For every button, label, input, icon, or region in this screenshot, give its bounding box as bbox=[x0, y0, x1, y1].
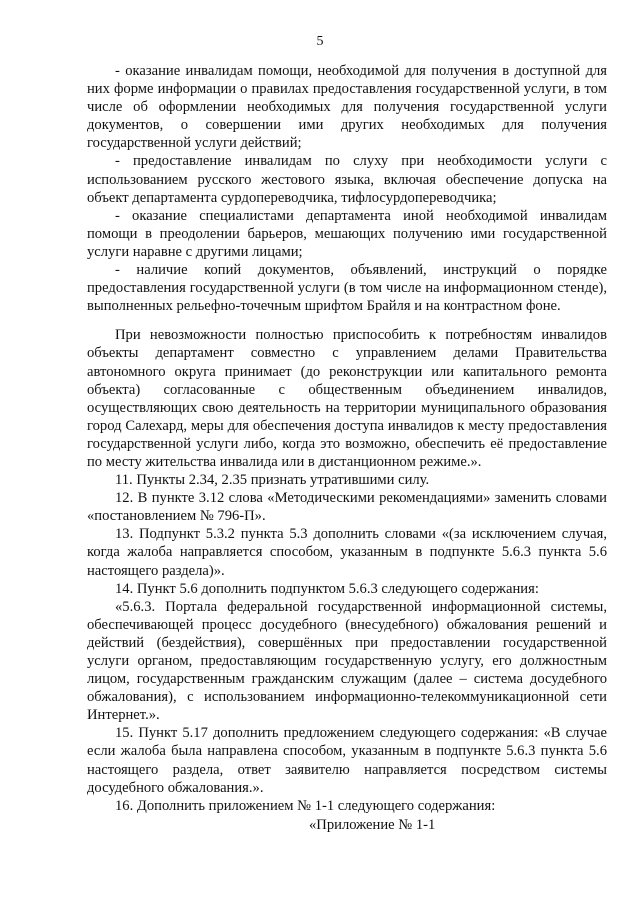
page-number: 5 bbox=[316, 34, 324, 49]
paragraph-item-13: 13. Подпункт 5.3.2 пункта 5.3 дополнить словами «(за исключением случая, когда жалоба направляется способом, указанным в подпункте 5.6.3 пункта 5.6 настоящего раздела)». bbox=[87, 526, 607, 579]
paragraph-accessibility-measures: При невозможности полностью приспособить к потребностям инвалидов объекты департамент совместно с управлением делами Правительства автономного округа принимает (до реконструкции или капитального ремонта объекта) согласованные с общественным объединением инвалидов, осуществляющих свою деятельность на территории муниципального образования город Салехард, меры для обеспечения доступа инвалидов к месту предоставления государственной услуги либо, когда это возможно, обеспечить её предоставление по месту жительства инвалида или в дистанционном режиме.». bbox=[87, 327, 607, 470]
paragraph-item-12: 12. В пункте 3.12 слова «Методическими рекомендациями» заменить словами «постановлением № 796-П». bbox=[87, 490, 607, 525]
paragraph-item-11: 11. Пункты 2.34, 2.35 признать утратившими силу. bbox=[115, 472, 430, 489]
paragraph-item-16: 16. Дополнить приложением № 1-1 следующего содержания: bbox=[115, 797, 496, 814]
paragraph-item-5-6-3: «5.6.3. Портала федеральной государственной информационной системы, обеспечивающей процесс досудебного (внесудебного) обжалования решений и действий (бездействия), совершённых при предоставлении государственной услуги органом, предоставляющим государственную услугу, его должностным лицом, государственным гражданским служащим (далее – система досудебного обжалования), с использованием информационно-телекоммуникационной сети Интернет.». bbox=[87, 598, 607, 724]
paragraph-assistance-info: - оказание инвалидам помощи, необходимой для получения в доступной для них форме информации о правилах предоставления государственной услуги, в том числе об оформлении необходимых для получения государственной услуги документов, о совершении ими других необходимых для получения государственной услуги действий; bbox=[87, 63, 607, 152]
document-body bbox=[87, 62, 607, 815]
paragraph-item-14: 14. Пункт 5.6 дополнить подпунктом 5.6.3 следующего содержания: bbox=[115, 580, 539, 597]
paragraph-sign-language: - предоставление инвалидам по слуху при необходимости услуги с использованием русского жестового языка, включая обеспечение допуска на объект департамента сурдопереводчика, тифлосурдопереводчика; bbox=[87, 153, 607, 206]
appendix-heading: «Приложение № 1-1 bbox=[309, 817, 436, 833]
paragraph-specialist-help: - оказание специалистами департамента иной необходимой инвалидам помощи в преодолении барьеров, мешающих получению ими государственной услуги наравне с другими лицами; bbox=[87, 207, 607, 260]
paragraph-item-15: 15. Пункт 5.17 дополнить предложением следующего содержания: «В случае если жалоба была направлена способом, указанным в подпункте 5.6.3 пункта 5.6 настоящего раздела, ответ заявителю направляется посредством системы досудебного обжалования.». bbox=[87, 725, 607, 796]
paragraph-braille-copies: - наличие копий документов, объявлений, инструкций о порядке предоставления государственной услуги (в том числе на информационном стенде), выполненных рельефно-точечным шрифтом Брайля и на контрастном фоне. bbox=[87, 262, 607, 315]
